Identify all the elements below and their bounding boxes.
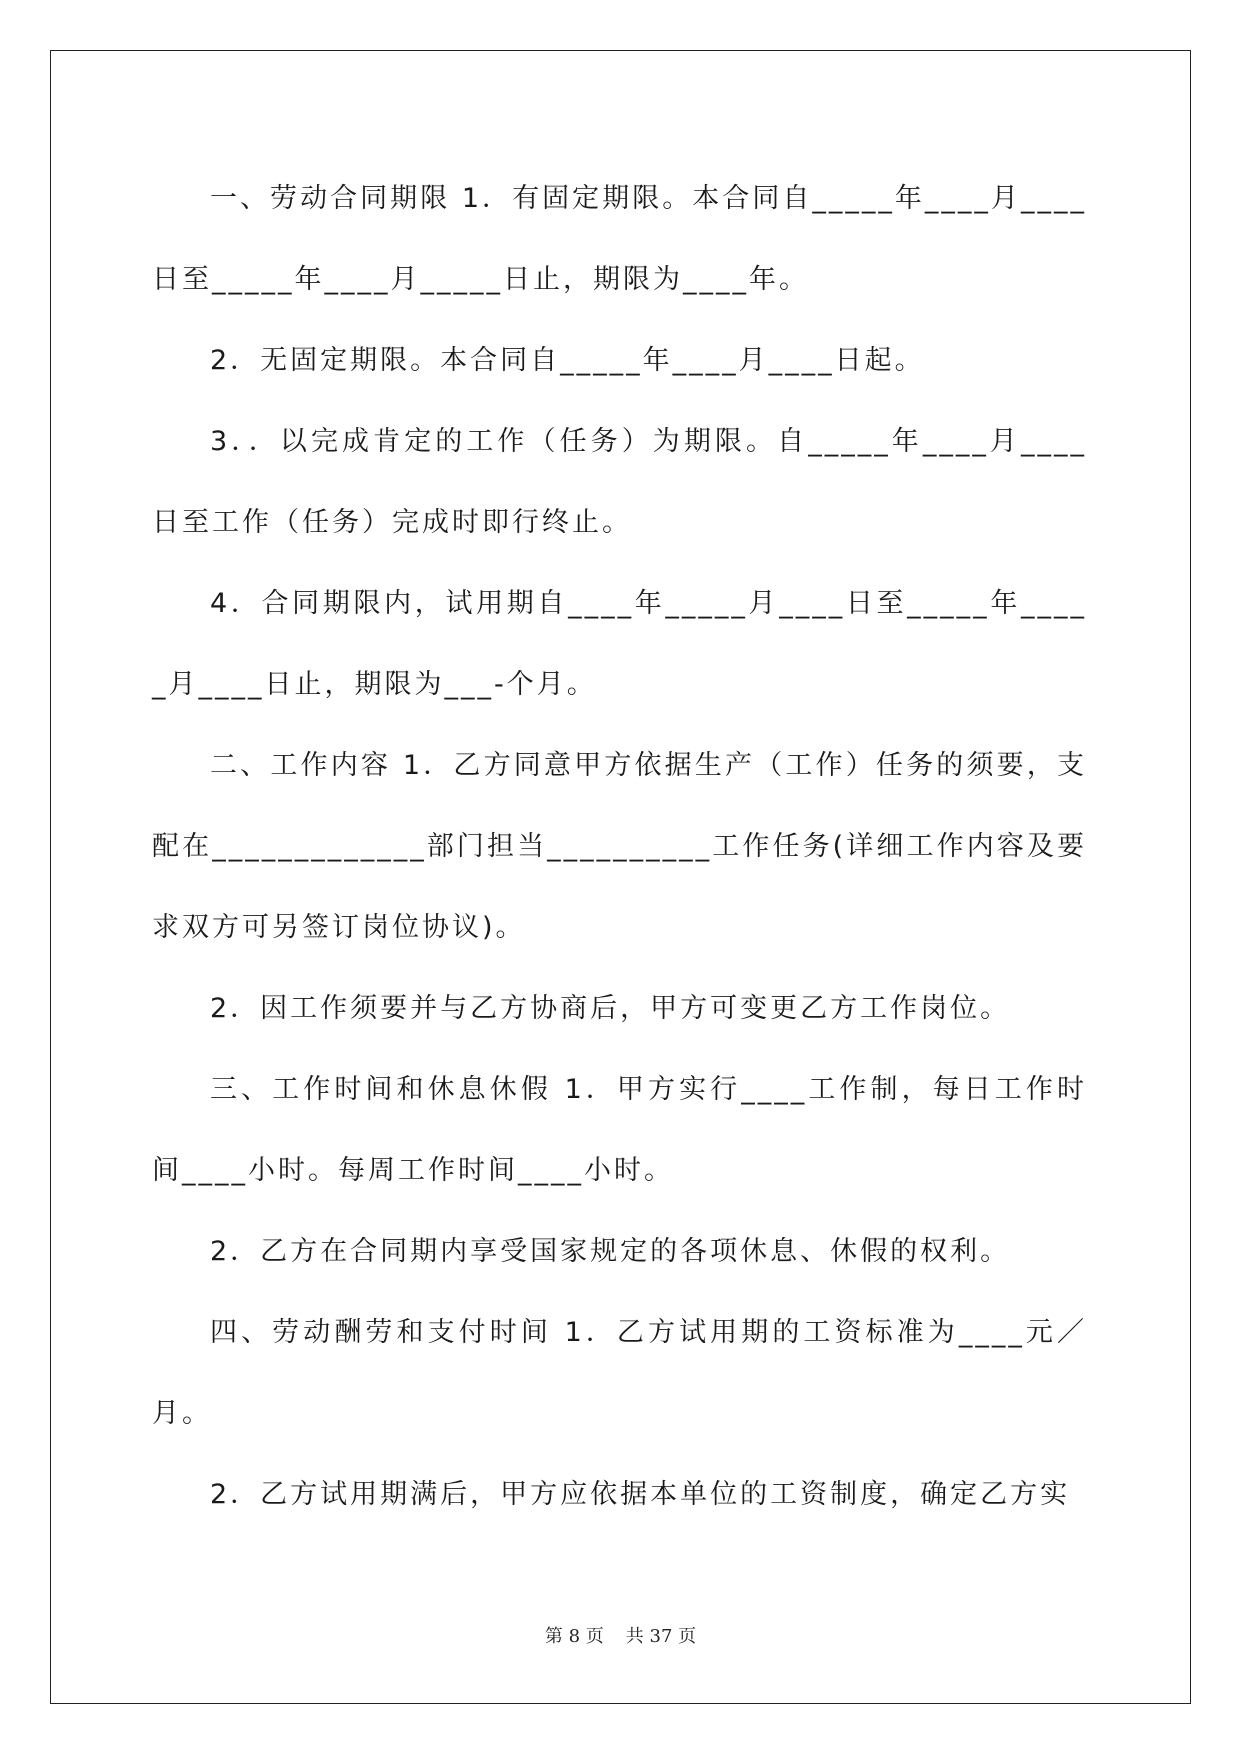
document-body — [152, 158, 1087, 1535]
paragraph-contract-term-task: 3．．以完成肯定的工作（任务）为期限。自_____年____月____日至工作（任务）完成时即行终止。 — [152, 426, 1087, 538]
paragraph-contract-term-open: 2．无固定期限。本合同自_____年____月____日起。 — [210, 345, 925, 376]
paragraph-rest-rights: 2．乙方在合同期内享受国家规定的各项休息、休假的权利。 — [210, 1236, 1011, 1267]
paragraph-post-probation-wage: 2．乙方试用期满后，甲方应依据本单位的工资制度，确定乙方实 — [210, 1479, 1071, 1510]
page-total: 共 37 页 — [625, 1626, 697, 1647]
paragraph-probation-wage: 四、劳动酬劳和支付时间 1．乙方试用期的工资标准为____元／月。 — [152, 1317, 1087, 1429]
paragraph-job-change: 2．因工作须要并与乙方协商后，甲方可变更乙方工作岗位。 — [210, 993, 1011, 1024]
paragraph-work-content: 二、工作内容 1．乙方同意甲方依据生产（工作）任务的须要，支配在_____________部门担当__________工作任务(详细工作内容及要求双方可另签订岗位协议)。 — [152, 750, 1087, 943]
paragraph-contract-term-fixed: 一、劳动合同期限 1．有固定期限。本合同自_____年____月____日至_____年____月_____日止，期限为____年。 — [152, 183, 1087, 295]
page-footer — [0, 1622, 1241, 1648]
paragraph-work-hours: 三、工作时间和休息休假 1．甲方实行____工作制，每日工作时间____小时。每周工作时间____小时。 — [152, 1074, 1087, 1186]
paragraph-probation-period: 4．合同期限内，试用期自____年_____月____日至_____年_____月____日止，期限为___-个月。 — [152, 588, 1087, 700]
page-number: 第 8 页 — [544, 1626, 604, 1647]
